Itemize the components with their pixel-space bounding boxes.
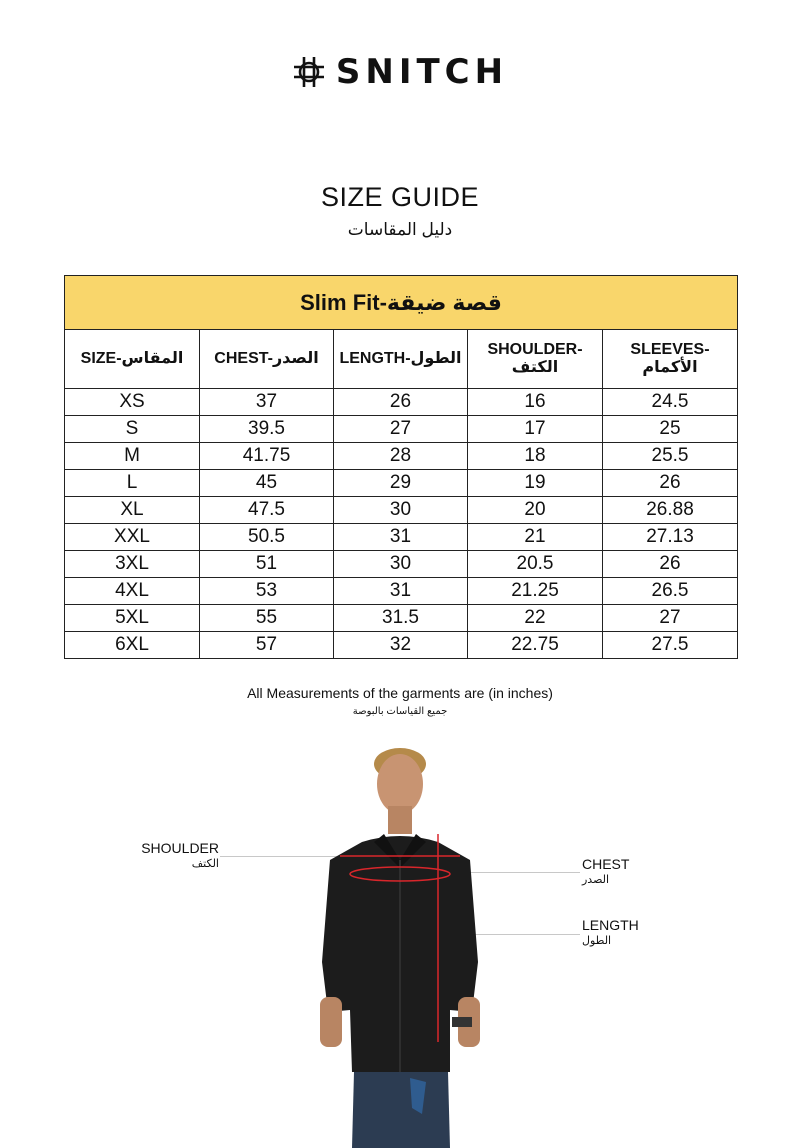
table-row (65, 497, 738, 524)
table-cell: 50.5 (200, 524, 334, 551)
chest-label (582, 856, 629, 886)
table-cell: 22.75 (468, 632, 603, 659)
table-cell: 19 (468, 470, 603, 497)
table-cell: 26.5 (603, 578, 738, 605)
table-cell: L (65, 470, 200, 497)
table-cell: S (65, 416, 200, 443)
table-row (65, 551, 738, 578)
table-row (65, 443, 738, 470)
model-shirt-illustration (300, 742, 500, 1148)
column-header-ar: المقاس (121, 350, 184, 367)
table-cell: 27.5 (603, 632, 738, 659)
table-cell: XXL (65, 524, 200, 551)
column-header-en: LENGTH- (339, 350, 411, 367)
column-header (65, 330, 200, 389)
table-row (65, 605, 738, 632)
brand-logo (0, 52, 800, 92)
length-label-en: LENGTH (582, 917, 639, 933)
table-row (65, 389, 738, 416)
column-header-ar: الكتف (511, 359, 559, 376)
shoulder-label-en: SHOULDER (141, 840, 219, 856)
size-table (64, 275, 738, 659)
fit-label: Slim Fit-قصة ضيقة (65, 276, 738, 330)
column-header (468, 330, 603, 389)
table-cell: 30 (334, 551, 468, 578)
table-cell: 25.5 (603, 443, 738, 470)
table-cell: 28 (334, 443, 468, 470)
table-cell: 39.5 (200, 416, 334, 443)
table-cell: 25 (603, 416, 738, 443)
column-header-ar: الطول (410, 350, 462, 367)
length-label (582, 917, 639, 947)
brand-mark-icon (292, 55, 326, 89)
table-cell: XS (65, 389, 200, 416)
table-cell: M (65, 443, 200, 470)
table-cell: 21 (468, 524, 603, 551)
table-cell: 26 (334, 389, 468, 416)
table-cell: 51 (200, 551, 334, 578)
table-cell: 26 (603, 470, 738, 497)
column-header-ar: الأكمام (642, 359, 698, 376)
table-cell: 41.75 (200, 443, 334, 470)
table-cell: 18 (468, 443, 603, 470)
table-cell: 27.13 (603, 524, 738, 551)
table-cell: 55 (200, 605, 334, 632)
column-header (603, 330, 738, 389)
table-cell: 17 (468, 416, 603, 443)
table-cell: 26 (603, 551, 738, 578)
chest-label-en: CHEST (582, 856, 630, 872)
table-row (65, 524, 738, 551)
table-row (65, 416, 738, 443)
table-cell: 47.5 (200, 497, 334, 524)
table-cell: 31.5 (334, 605, 468, 632)
table-row (65, 578, 738, 605)
measurement-note-arabic: جميع القياسات بالبوصة (352, 706, 448, 717)
column-header-ar: الصدر (272, 350, 319, 367)
column-header (200, 330, 334, 389)
table-cell: 57 (200, 632, 334, 659)
table-cell: 27 (603, 605, 738, 632)
column-header-en: CHEST- (214, 350, 273, 367)
table-cell: 5XL (65, 605, 200, 632)
length-label-ar: الطول (582, 935, 612, 947)
table-cell: 22 (468, 605, 603, 632)
column-header-en: SHOULDER- (487, 341, 583, 358)
table-cell: 24.5 (603, 389, 738, 416)
shoulder-label (133, 840, 219, 870)
table-cell: 3XL (65, 551, 200, 578)
table-cell: 45 (200, 470, 334, 497)
table-cell: 27 (334, 416, 468, 443)
table-cell: 16 (468, 389, 603, 416)
page-title: SIZE GUIDE (320, 182, 480, 212)
table-cell: 31 (334, 524, 468, 551)
table-cell: 4XL (65, 578, 200, 605)
chest-label-ar: الصدر (582, 874, 610, 886)
table-row (65, 632, 738, 659)
table-cell: 6XL (65, 632, 200, 659)
measurement-note: All Measurements of the garments are (in inches) (247, 685, 553, 701)
table-cell: 30 (334, 497, 468, 524)
table-cell: 53 (200, 578, 334, 605)
column-header-en: SLEEVES- (630, 341, 710, 358)
shoulder-label-ar: الكتف (191, 858, 219, 870)
table-cell: 20.5 (468, 551, 603, 578)
table-cell: 20 (468, 497, 603, 524)
table-cell: 26.88 (603, 497, 738, 524)
table-cell: 32 (334, 632, 468, 659)
brand-name: SNITCH (335, 52, 509, 92)
table-cell: 29 (334, 470, 468, 497)
table-cell: 21.25 (468, 578, 603, 605)
column-header (334, 330, 468, 389)
table-cell: 31 (334, 578, 468, 605)
column-header-en: SIZE- (80, 350, 122, 367)
table-cell: 37 (200, 389, 334, 416)
table-cell: XL (65, 497, 200, 524)
page-title-arabic: دليل المقاسات (347, 220, 453, 239)
table-row (65, 470, 738, 497)
